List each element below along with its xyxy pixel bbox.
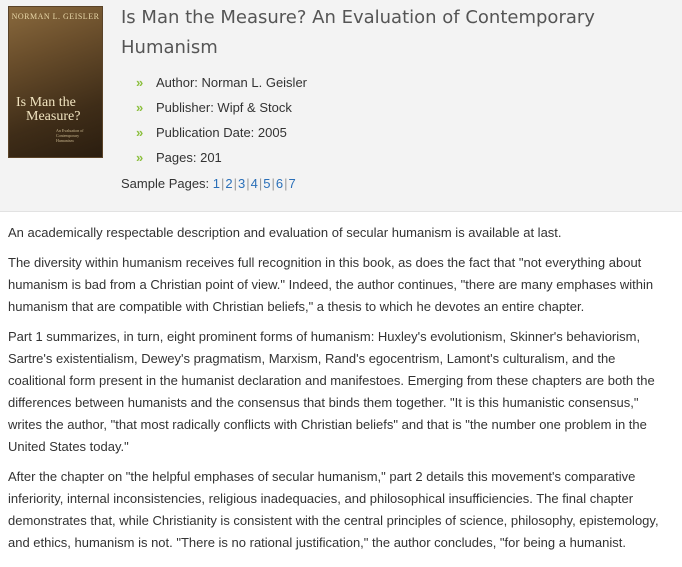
bullet-icon: » (136, 100, 144, 115)
description-paragraph-4: After the chapter on "the helpful emphases of secular humanism," part 2 details this movement's comparative inferiority, internal inconsistencies, religious inadequacies, and philosophical insufficiencies. The final chapter demonstrates that, while Christianity is consistent with the central principles of science, philosophy, epistemology, and ethics, humanism is not. "There is no rational justification," the author concludes, "for being a humanist. (8, 469, 659, 550)
meta-publisher: Publisher: Wipf & Stock (156, 100, 292, 115)
description-paragraph-1: An academically respectable description and evaluation of secular humanism is available at last. (8, 225, 562, 240)
meta-publication-date: Publication Date: 2005 (156, 125, 287, 140)
sample-pages (121, 176, 296, 191)
sample-page-separator: | (258, 176, 263, 191)
book-title: Is Man the Measure? An Evaluation of Contemporary Humanism (121, 7, 595, 58)
sample-page-link-5[interactable]: 5 (263, 176, 271, 191)
sample-pages-label: Sample Pages: (121, 176, 210, 191)
sample-page-link-4[interactable]: 4 (250, 176, 258, 191)
meta-item-publisher (136, 95, 307, 120)
description-paragraph-3: Part 1 summarizes, in turn, eight prominent forms of humanism: Huxley's evolutionism, Skinner's behaviorism, Sartre's existentialism, Dewey's pragmatism, Marxism, Rand's egocentrism, Lamont's culturalism, and the coalitional form present in the humanist declaration and manifestoes. Emerging from these chapters are both the differences between humanists and the consensus that binds them together. "It is this humanistic consensus," writes the author, "that most radically conflicts with Christian beliefs" and that is "the number one problem in the United States today." (8, 329, 655, 454)
book-cover-image[interactable] (8, 6, 103, 158)
sample-page-link-6[interactable]: 6 (275, 176, 284, 191)
cover-title-line2: Measure? (26, 109, 81, 124)
sample-page-link-7[interactable]: 7 (288, 176, 296, 191)
cover-title-line1: Is Man the (16, 95, 76, 110)
meta-item-date (136, 120, 307, 145)
bullet-icon: » (136, 75, 144, 90)
meta-item-author (136, 70, 307, 95)
book-header (0, 0, 682, 212)
sample-page-separator: | (233, 176, 238, 191)
sample-page-separator: | (284, 176, 288, 191)
bullet-icon: » (136, 125, 144, 140)
sample-page-separator: | (271, 176, 275, 191)
sample-page-link-2[interactable]: 2 (225, 176, 233, 191)
book-description (8, 222, 674, 562)
cover-author-text: NORMAN L. GEISLER (11, 12, 100, 21)
book-meta-list (136, 70, 307, 170)
cover-subtitle: An Evaluation of Contemporary Humanism (56, 128, 84, 143)
sample-page-separator: | (221, 176, 225, 191)
meta-author: Author: Norman L. Geisler (156, 75, 308, 90)
meta-item-pages (136, 145, 307, 170)
sample-page-link-3[interactable]: 3 (238, 176, 246, 191)
description-paragraph-2: The diversity within humanism receives full recognition in this book, as does the fact that "not everything about humanism is bad from a Christian point of view." Indeed, the author continues, "there are many emphases within humanism that are compatible with Christian beliefs," a thesis to which he devotes an entire chapter. (8, 255, 654, 314)
meta-pages: Pages: 201 (156, 150, 222, 165)
sample-page-link-1[interactable]: 1 (212, 176, 221, 191)
sample-page-separator: | (246, 176, 250, 191)
bullet-icon: » (136, 150, 144, 165)
